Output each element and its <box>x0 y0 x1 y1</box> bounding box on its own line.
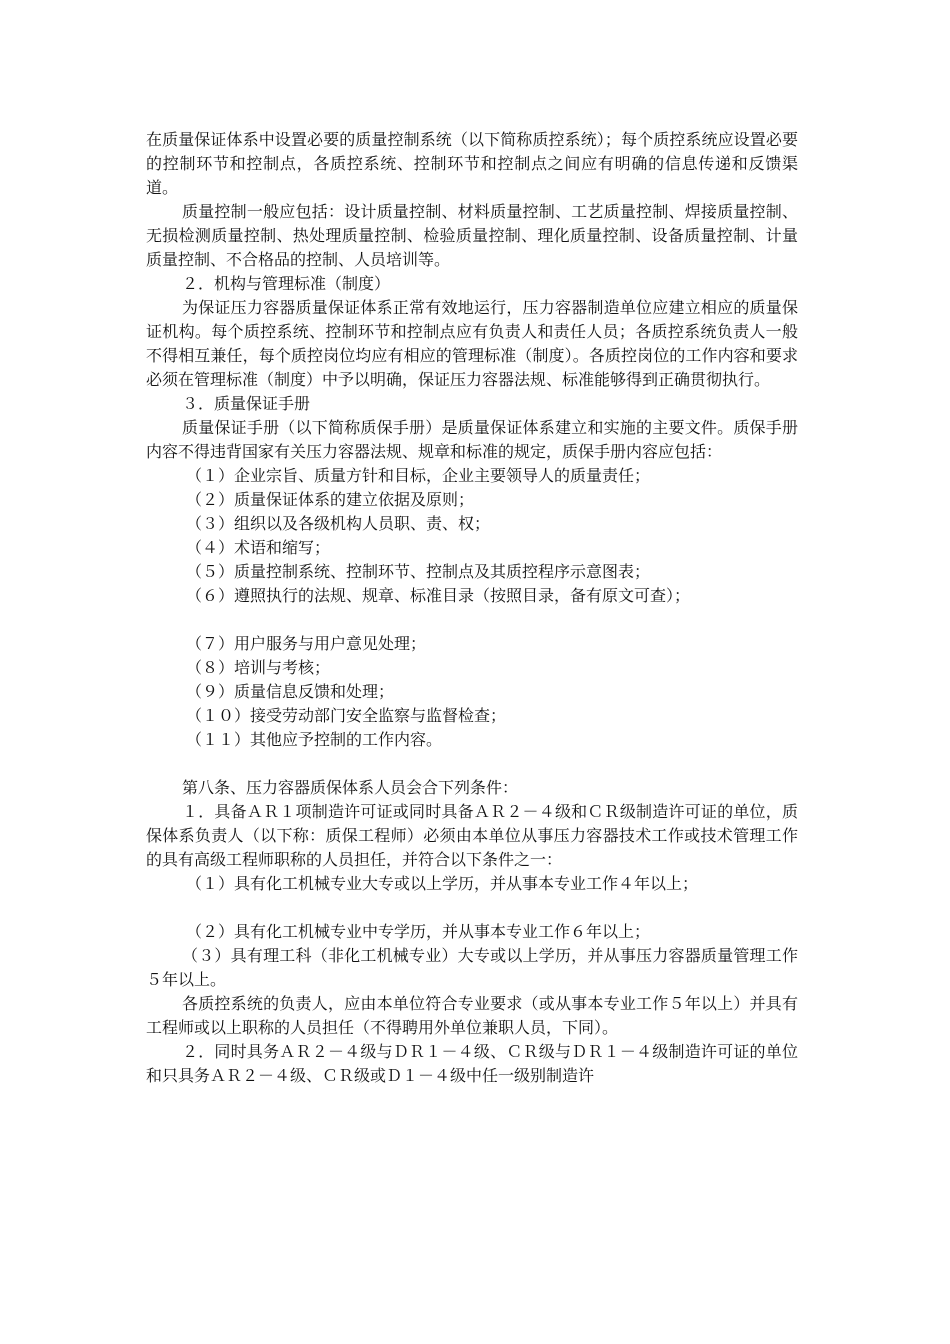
list-item: （７）用户服务与用户意见处理； <box>186 634 427 653</box>
article-eight-title: 第八条、压力容器质保体系人员会合下列条件： <box>182 778 519 797</box>
list-item: （９）质量信息反馈和处理； <box>186 682 395 701</box>
list-item: （１０）接受劳动部门安全监察与监督检查； <box>186 706 507 725</box>
list-item: （５）质量控制系统、控制环节、控制点及其质控程序示意图表； <box>186 562 651 581</box>
paragraph-quality-control-scope: 质量控制一般应包括：设计质量控制、材料质量控制、工艺质量控制、焊接质量控制、无损检测质量控制、热处理质量控制、检验质量控制、理化质量控制、设备质量控制、计量质量控制、不合格品的控制、人员培训等。 <box>146 202 798 269</box>
section-heading-manual: ３．质量保证手册 <box>182 394 311 413</box>
blank-line <box>146 752 798 776</box>
list-item: （４）术语和缩写； <box>186 538 331 557</box>
blank-line <box>146 608 798 632</box>
blank-line <box>146 896 798 920</box>
paragraph-system-heads: 各质控系统的负责人，应由本单位符合专业要求（或从事本专业工作５年以上）并具有工程师或以上职称的人员担任（不得聘用外单位兼职人员，下同）。 <box>146 994 798 1037</box>
condition-sub-item: （１）具有化工机械专业大专或以上学历，并从事本专业工作４年以上； <box>186 874 699 893</box>
section-heading-organization: ２．机构与管理标准（制度） <box>182 274 391 293</box>
condition-sub-item: （２）具有化工机械专业中专学历，并从事本专业工作６年以上； <box>186 922 651 941</box>
list-item: （１）企业宗旨、质量方针和目标，企业主要领导人的质量责任； <box>186 466 651 485</box>
paragraph-organization: 为保证压力容器质量保证体系正常有效地运行，压力容器制造单位应建立相应的质量保证机构。每个质控系统、控制环节和控制点应有负责人和责任人员；各质控系统负责人一般不得相互兼任，每个质控岗位均应有相应的管理标准（制度）。各质控岗位的工作内容和要求必须在管理标准（制度）中予以明确，保证压力容器法规、标准能够得到正确贯彻执行。 <box>146 298 798 389</box>
paragraph-manual: 质量保证手册（以下简称质保手册）是质量保证体系建立和实施的主要文件。质保手册内容不得违背国家有关压力容器法规、规章和标准的规定，质保手册内容应包括： <box>146 418 798 461</box>
list-item: （１１）其他应予控制的工作内容。 <box>186 730 443 749</box>
list-item: （２）质量保证体系的建立依据及原则； <box>186 490 475 509</box>
condition-sub-item: （３）具有理工科（非化工机械专业）大专或以上学历，并从事压力容器质量管理工作５年以上。 <box>146 946 798 989</box>
article-eight-condition-1: １．具备ＡＲ１项制造许可证或同时具备ＡＲ２－４级和ＣＲ级制造许可证的单位，质保体系负责人（以下称：质保工程师）必须由本单位从事压力容器技术工作或技术管理工作的具有高级工程师职称的人员担任，并符合以下条件之一： <box>146 802 798 869</box>
list-item: （３）组织以及各级机构人员职、责、权； <box>186 514 491 533</box>
article-eight-condition-2: ２．同时具务ＡＲ２－４级与ＤＲ１－４级、ＣＲ级与ＤＲ１－４级制造许可证的单位和只具务ＡＲ２－４级、ＣＲ级或Ｄ１－４级中任一级别制造许 <box>146 1042 798 1085</box>
list-item: （８）培训与考核； <box>186 658 331 677</box>
paragraph-quality-control-system: 在质量保证体系中设置必要的质量控制系统（以下简称质控系统）；每个质控系统应设置必要的控制环节和控制点，各质控系统、控制环节和控制点之间应有明确的信息传递和反馈渠道。 <box>146 130 798 197</box>
list-item: （６）遵照执行的法规、规章、标准目录（按照目录，备有原文可查）； <box>186 586 691 605</box>
document-body <box>146 128 798 1088</box>
